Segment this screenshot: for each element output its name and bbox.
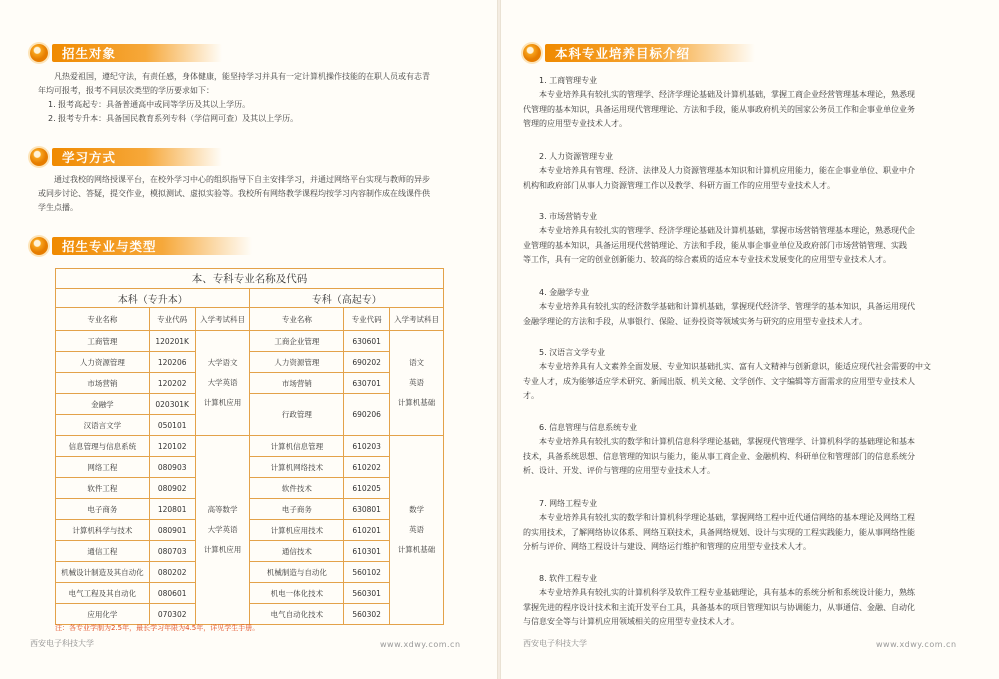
- bachelor-exam-group-b: [195, 436, 250, 625]
- goal-title: 7. 网络工程专业: [539, 499, 598, 508]
- section-title: 招生专业与类型: [62, 239, 157, 254]
- table-title: 本、专科专业名称及代码: [56, 269, 444, 289]
- cell: 610301: [344, 541, 390, 562]
- college-header: 专科（高起专）: [250, 289, 444, 308]
- cell: 630701: [344, 373, 390, 394]
- exam-subject: 英语: [409, 378, 425, 387]
- footer-school-right: 西安电子科技大学: [523, 639, 587, 648]
- goal-title: 8. 软件工程专业: [539, 574, 598, 583]
- text-line: 本专业培养具有较扎实的管理学、经济学理论基础及计算机基础，掌握市场营销管理基本理论，熟悉现代企: [539, 226, 915, 235]
- col-header-code: 专业代码: [344, 308, 390, 331]
- text-line: 年均可报考，报考不同层次类型的学历要求如下：: [38, 86, 214, 95]
- text-line: 等工作，具有一定的创业创新能力、较高的综合素质的适应本专业技术发展变化的应用型专业技术人才。: [523, 255, 891, 264]
- bachelor-exam-group-a: [195, 331, 250, 436]
- table-row: [56, 394, 444, 415]
- text-line: 掌握先进的程序设计技术和主流开发平台工具，具备基本的项目管理知识与协调能力，从事通信、金融、自动化: [523, 602, 915, 612]
- text-line: 的实用技术，了解网络协议体系、网络互联技术，具备网络规划、设计与实现的工程实践能力，能从事网络性能: [523, 527, 915, 537]
- exam-subject: 计算机应用: [203, 398, 242, 407]
- text-line: 金融学理论的方法和手段，从事银行、保险、证券投资等领域实务与研究的应用型专业技术人才。: [523, 316, 867, 326]
- cell: 工商企业管理: [250, 331, 344, 352]
- cell: 电子商务: [250, 499, 344, 520]
- cell: 应用化学: [56, 604, 150, 625]
- goal-title: 5. 汉语言文学专业: [539, 348, 606, 357]
- goal-title: 1. 工商管理专业: [539, 76, 598, 85]
- goal-item: [523, 210, 961, 268]
- cell: 070302: [149, 604, 195, 625]
- exam-subject: 计算机基础: [397, 398, 436, 407]
- text-line: 机构和政府部门从事人力资源管理工作以及教学、科研方面工作的应用型专业技术人才。: [523, 180, 835, 190]
- study-mode-text: [30, 173, 482, 215]
- cell: 610201: [344, 520, 390, 541]
- goal-title: 4. 金融学专业: [539, 288, 590, 297]
- exam-subject: 数学: [409, 505, 425, 514]
- cell: 行政管理: [250, 394, 344, 436]
- text-line: 2. 报考专升本：具备国民教育系列专科（学信网可查）及其以上学历。: [48, 114, 299, 123]
- cell: 560302: [344, 604, 390, 625]
- cell: 通信技术: [250, 541, 344, 562]
- text-line: 本专业培养具有较扎实的数学和计算机科学理论基础，掌握网络工程中近代通信网络的基本理论及网络工程: [539, 513, 915, 522]
- section-title: 招生对象: [62, 46, 117, 61]
- cell: 080703: [149, 541, 195, 562]
- footer-school-left: 西安电子科技大学: [30, 639, 94, 648]
- text-line: 分析与评价、网络工程设计与建设、网络运行维护和管理的应用型专业技术人才。: [523, 542, 811, 551]
- cell: 560102: [344, 562, 390, 583]
- bachelor-header: 本科（专升本）: [56, 289, 250, 308]
- table-row: [56, 499, 444, 520]
- table-row: [56, 541, 444, 562]
- orange-bullet-icon: [30, 237, 48, 255]
- cell: 机械制造与自动化: [250, 562, 344, 583]
- cell: 120202: [149, 373, 195, 394]
- table-row: [56, 352, 444, 373]
- goal-title: 2. 人力资源管理专业: [539, 152, 614, 161]
- goal-item: [523, 497, 961, 555]
- cell: 630801: [344, 499, 390, 520]
- cell: 计算机科学与技术: [56, 520, 150, 541]
- table-row: [56, 457, 444, 478]
- cell: 630601: [344, 331, 390, 352]
- section-header-majors: [30, 236, 252, 256]
- col-header-code: 专业代码: [149, 308, 195, 331]
- text-line: 专业人才，成为能够适应学术研究、新闻出版、机关文秘、文学创作、文字编辑等方面需求的应用型专业技术人: [523, 376, 915, 386]
- cell: 080901: [149, 520, 195, 541]
- cell: 080202: [149, 562, 195, 583]
- text-line: 本专业培养具有较扎实的数学和计算机信息科学理论基础，掌握现代管理学、计算机科学的基础理论和基本: [539, 437, 915, 446]
- college-exam-group-a: [390, 331, 444, 436]
- section-header-study-mode: [30, 147, 222, 167]
- cell: 690202: [344, 352, 390, 373]
- cell: 通信工程: [56, 541, 150, 562]
- text-line: 凡热爱祖国，遵纪守法，有责任感，身体健康，能坚持学习并具有一定计算机操作技能的在职人员或有志青: [54, 72, 430, 81]
- cell: 120201K: [149, 331, 195, 352]
- text-line: 与信息安全等与计算机应用领域相关的应用型专业技术人才。: [523, 617, 739, 626]
- goal-title: 6. 信息管理与信息系统专业: [539, 423, 638, 432]
- table-row: [56, 331, 444, 352]
- cell: 080902: [149, 478, 195, 499]
- section-title: 本科专业培养目标介绍: [555, 46, 691, 61]
- text-line: 本专业培养具有较扎实的管理学、经济学理论基础及计算机基础，掌握工商企业经营管理基本理论，熟悉现: [539, 90, 915, 99]
- exam-subject: 大学英语: [207, 378, 238, 387]
- cell: 汉语言文学: [56, 415, 150, 436]
- footer-url-right: www.xdwy.com.cn: [876, 640, 957, 649]
- col-header-name: 专业名称: [56, 308, 150, 331]
- goal-item: [523, 346, 961, 404]
- goal-item: [523, 572, 961, 630]
- cell: 050101: [149, 415, 195, 436]
- cell: 软件工程: [56, 478, 150, 499]
- section-header-goals: [523, 43, 755, 63]
- goal-item: [523, 74, 961, 132]
- cell: 人力资源管理: [56, 352, 150, 373]
- exam-subject: 计算机应用: [203, 545, 242, 554]
- text-line: 本专业培养具有较扎实的计算机科学及软件工程专业基础理论，具有基本的系统分析和系统设计能力，熟练: [539, 588, 915, 597]
- cell: 计算机应用技术: [250, 520, 344, 541]
- cell: 电气工程及其自动化: [56, 583, 150, 604]
- table-row: [56, 562, 444, 583]
- table-row: [56, 520, 444, 541]
- exam-subject: 英语: [409, 525, 425, 534]
- cell: 610205: [344, 478, 390, 499]
- cell: 机电一体化技术: [250, 583, 344, 604]
- goal-title: 3. 市场营销专业: [539, 212, 598, 221]
- cell: 690206: [344, 394, 390, 436]
- cell: 市场营销: [250, 373, 344, 394]
- text-line: 本专业培养具有较扎实的经济数学基础和计算机基础，掌握现代经济学、管理学的基本知识，具备运用现代: [539, 302, 915, 311]
- text-line: 析、设计、开发、评价与管理的应用型专业技术人才。: [523, 466, 715, 475]
- cell: 560301: [344, 583, 390, 604]
- exam-subject: 大学语文: [207, 358, 238, 367]
- text-line: 代管理的基本知识，具备运用现代管理理论、方法和手段，能从事政府机关的国家公务员工作和企事业单位业务: [523, 104, 915, 114]
- goal-item: [523, 421, 961, 479]
- duration-note: 注：各专业学制为2.5年，最长学习年限为4.5年，详见学生手册。: [55, 624, 260, 632]
- text-line: 1. 报考高起专：具备普通高中或同等学历及其以上学历。: [48, 100, 251, 109]
- exam-subject: 大学英语: [207, 525, 238, 534]
- cell: 电气自动化技术: [250, 604, 344, 625]
- table-row: [56, 436, 444, 457]
- text-line: 学生点播。: [38, 203, 78, 212]
- text-line: 业管理的基本知识，具备运用现代营销理论、方法和手段，能从事企事业单位及政府部门市场营销管理、实践: [523, 240, 907, 250]
- cell: 网络工程: [56, 457, 150, 478]
- cell: 金融学: [56, 394, 150, 415]
- cell: 人力资源管理: [250, 352, 344, 373]
- cell: 信息管理与信息系统: [56, 436, 150, 457]
- cell: 计算机网络技术: [250, 457, 344, 478]
- cell: 610202: [344, 457, 390, 478]
- cell: 机械设计制造及其自动化: [56, 562, 150, 583]
- table-row: [56, 604, 444, 625]
- col-header-exam: 入学考试科目: [390, 308, 444, 331]
- section-header-admission: [30, 43, 222, 63]
- table-row: [56, 583, 444, 604]
- goal-item: [523, 150, 961, 193]
- orange-bullet-icon: [523, 44, 541, 62]
- text-line: 才。: [523, 391, 539, 400]
- col-header-exam: 入学考试科目: [195, 308, 250, 331]
- text-line: 技术，具备系统思想、信息管理的知识与能力，能从事工商企业、金融机构、科研单位和管理部门的信息系统分: [523, 451, 915, 461]
- cell: 080601: [149, 583, 195, 604]
- text-line: 本专业培养具有人文素养全面发展、专业知识基础扎实、富有人文精神与创新意识，能适应现代社会需要的中文: [539, 362, 931, 371]
- text-line: 或同步讨论、答疑，提交作业，模拟测试、虚拟实验等。我校所有网络教学课程均按学习内容制作成在线课件供: [38, 189, 430, 198]
- text-line: 通过我校的网络授课平台，在校外学习中心的组织指导下自主安排学习，并通过网络平台实现与教师的异步: [54, 175, 430, 184]
- exam-subject: 高等数学: [207, 505, 238, 514]
- table-row: [56, 373, 444, 394]
- footer-url-left: www.xdwy.com.cn: [380, 640, 461, 649]
- admission-text: [30, 70, 480, 126]
- cell: 080903: [149, 457, 195, 478]
- cell: 120206: [149, 352, 195, 373]
- cell: 计算机信息管理: [250, 436, 344, 457]
- college-exam-group-b: [390, 436, 444, 625]
- cell: 电子商务: [56, 499, 150, 520]
- orange-bullet-icon: [30, 148, 48, 166]
- cell: 市场营销: [56, 373, 150, 394]
- table-row: [56, 478, 444, 499]
- col-header-name: 专业名称: [250, 308, 344, 331]
- exam-subject: 计算机基础: [397, 545, 436, 554]
- orange-bullet-icon: [30, 44, 48, 62]
- text-line: 管理的应用型专业技术人才。: [523, 119, 627, 128]
- cell: 软件技术: [250, 478, 344, 499]
- majors-table: [55, 268, 444, 625]
- cell: 120102: [149, 436, 195, 457]
- text-line: 本专业培养具有管理、经济、法律及人力资源管理基本知识和计算机应用能力，能在企事业单位、职业中介: [539, 166, 915, 175]
- cell: 工商管理: [56, 331, 150, 352]
- goal-item: [523, 286, 961, 329]
- exam-subject: 语文: [409, 358, 425, 367]
- section-title: 学习方式: [62, 150, 117, 165]
- cell: 120801: [149, 499, 195, 520]
- cell: 020301K: [149, 394, 195, 415]
- cell: 610203: [344, 436, 390, 457]
